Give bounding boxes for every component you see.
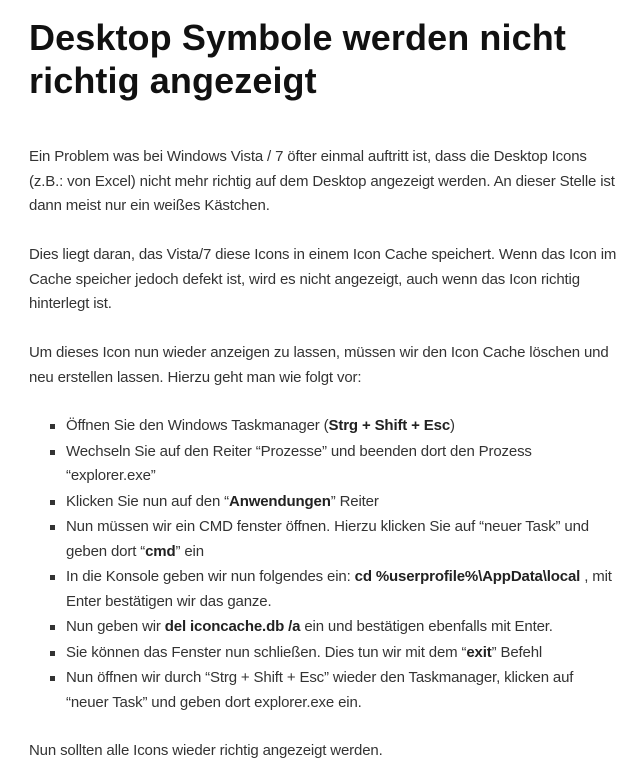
paragraph-solution: Um dieses Icon nun wieder anzeigen zu lassen, müssen wir den Icon Cache löschen und neu erstellen lassen. Hierzu geht man wie folgt vor: xyxy=(29,344,609,386)
list-item: Wechseln Sie auf den Reiter “Prozesse” und beenden dort den Prozess “explorer.exe” xyxy=(66,440,619,489)
list-item: Sie können das Fenster nun schließen. Dies tun wir mit dem “exit” Befehl xyxy=(66,641,619,666)
paragraph-cause: Dies liegt daran, das Vista/7 diese Icons in einem Icon Cache speichert. Wenn das Icon im Cache speicher jedoch defekt ist, wird es nicht angezeigt, auch wenn das Icon richtig hinterlegt ist. xyxy=(29,246,617,312)
list-item: Nun geben wir del iconcache.db /a ein und bestätigen ebenfalls mit Enter. xyxy=(66,615,619,640)
steps-list xyxy=(29,414,619,715)
list-item: Öffnen Sie den Windows Taskmanager (Strg + Shift + Esc) xyxy=(66,414,619,439)
article xyxy=(29,0,619,764)
list-item: Nun öffnen wir durch “Strg + Shift + Esc” wieder den Taskmanager, klicken auf “neuer Task” und geben dort explorer.exe ein. xyxy=(66,666,619,715)
list-item: In die Konsole geben wir nun folgendes ein: cd %userprofile%\AppData\local , mit Enter bestätigen wir das ganze. xyxy=(66,565,619,614)
paragraph-intro: Ein Problem was bei Windows Vista / 7 öfter einmal auftritt ist, dass die Desktop Icons (z.B.: von Excel) nicht mehr richtig auf dem Desktop angezeigt werden. An dieser Stelle ist dann meist nur ein weißes Kästchen. xyxy=(29,148,615,214)
paragraph-closing: Nun sollten alle Icons wieder richtig angezeigt werden. xyxy=(29,742,383,759)
page-title: Desktop Symbole werden nicht richtig angezeigt xyxy=(29,17,566,101)
list-item: Klicken Sie nun auf den “Anwendungen” Reiter xyxy=(66,490,619,515)
list-item: Nun müssen wir ein CMD fenster öffnen. Hierzu klicken Sie auf “neuer Task” und geben dort “cmd” ein xyxy=(66,515,619,564)
